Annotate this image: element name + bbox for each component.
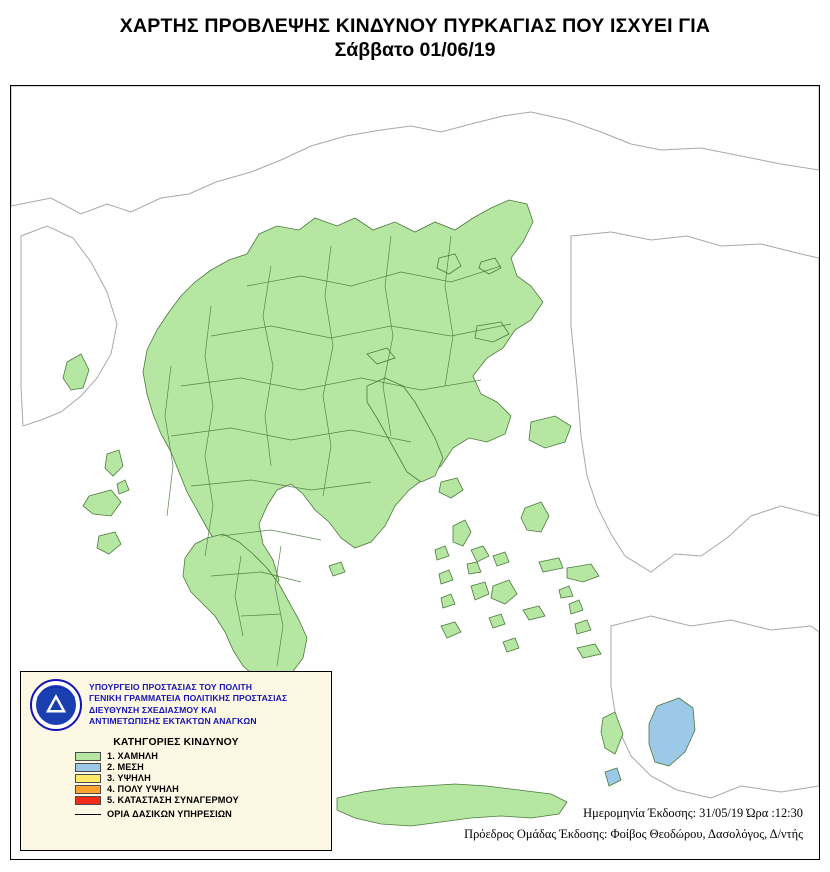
page-title-line2: Σάββατο 01/06/19 xyxy=(334,39,496,62)
legend-label-2: 2. ΜΕΣΗ xyxy=(107,762,144,772)
island-paros xyxy=(471,582,489,600)
map-legend xyxy=(20,671,332,851)
neighbour-albania xyxy=(21,226,117,426)
legend-items xyxy=(29,751,323,819)
agency-line-2: ΓΕΝΙΚΗ ΓΡΑΜΜΑΤΕΙΑ ΠΟΛΙΤΙΚΗΣ ΠΡΟΣΤΑΣΙΑΣ xyxy=(89,693,288,704)
island-andros xyxy=(453,520,471,546)
legend-swatch-medium-icon xyxy=(75,763,101,772)
island-santorini xyxy=(503,638,519,652)
legend-item-boundary xyxy=(75,809,323,819)
neighbour-north xyxy=(11,86,819,214)
island-zakynthos xyxy=(97,532,121,554)
neighbour-turkey-west xyxy=(571,232,819,572)
island-naxos xyxy=(491,580,517,604)
island-patmos xyxy=(559,586,573,598)
legend-item-1 xyxy=(75,751,323,761)
island-mykonos xyxy=(493,552,509,566)
island-tinos xyxy=(471,546,489,562)
legend-item-5 xyxy=(75,795,323,805)
island-amorgos xyxy=(523,606,545,620)
legend-swatch-high-icon xyxy=(75,774,101,783)
agency-line-1: ΥΠΟΥΡΓΕΙΟ ΠΡΟΣΤΑΣΙΑΣ ΤΟΥ ΠΟΛΙΤΗ xyxy=(89,682,253,692)
agency-line-3: ΔΙΕΥΘΥΝΣΗ ΣΧΕΔΙΑΣΜΟΥ ΚΑΙ xyxy=(89,704,217,715)
island-lefkada xyxy=(105,450,123,476)
legend-swatch-alert-icon xyxy=(75,796,101,805)
legend-swatch-low-icon xyxy=(75,752,101,761)
boundary-line-icon xyxy=(75,810,101,819)
legend-item-4 xyxy=(75,784,323,794)
civil-protection-emblem-icon xyxy=(29,678,83,732)
legend-title: ΚΑΤΗΓΟΡΙΕΣ ΚΙΝΔΥΝΟΥ xyxy=(113,737,239,748)
page-title xyxy=(0,0,830,70)
island-milos xyxy=(441,622,461,638)
legend-label-boundary: ΟΡΙΑ ΔΑΣΙΚΩΝ ΥΠΗΡΕΣΙΩΝ xyxy=(107,809,232,819)
agency-names xyxy=(89,678,287,727)
legend-label-4: 4. ΠΟΛΥ ΥΨΗΛΗ xyxy=(107,784,179,794)
legend-item-3 xyxy=(75,773,323,783)
legend-item-2 xyxy=(75,762,323,772)
island-syros xyxy=(467,562,481,574)
map-credits xyxy=(464,803,803,845)
island-kea xyxy=(435,546,449,560)
page-title-line1: ΧΑΡΤΗΣ ΠΡΟΒΛΕΨΗΣ ΚΙΝΔΥΝΟΥ ΠΥΡΚΑΓΙΑΣ ΠΟΥ ΙΣΧΥΕΙ ΓΙΑ xyxy=(119,15,711,37)
island-lesvos xyxy=(529,416,571,448)
island-leros xyxy=(569,600,583,614)
legend-header xyxy=(29,678,323,732)
island-samos xyxy=(567,564,599,582)
island-skyros xyxy=(439,478,463,498)
legend-label-3: 3. ΥΨΗΛΗ xyxy=(107,773,151,783)
agency-line-4: ΑΝΤΙΜΕΤΩΠΙΣΗΣ ΕΚΤΑΚΤΩΝ ΑΝΑΓΚΩΝ xyxy=(89,716,257,727)
map-frame xyxy=(10,85,820,860)
island-kefalonia xyxy=(83,490,121,516)
island-ikaria xyxy=(539,558,563,572)
island-kastellorizo-medium xyxy=(605,768,621,786)
island-ithaki xyxy=(117,480,129,494)
region-peloponnese xyxy=(183,534,307,682)
island-kalymnos xyxy=(575,620,591,634)
island-chios xyxy=(521,502,549,532)
author-line: Πρόεδρος Ομάδας Έκδοσης: Φοίβος Θεοδώρου, Δασολόγος, Δ/ντής xyxy=(464,826,803,841)
island-kythnos xyxy=(439,570,453,584)
island-kos xyxy=(577,644,601,658)
neighbour-turkey-south xyxy=(611,616,819,798)
legend-swatch-very-high-icon xyxy=(75,785,101,794)
island-serifos xyxy=(441,594,455,608)
island-ios xyxy=(489,614,505,628)
legend-label-1: 1. ΧΑΜΗΛΗ xyxy=(107,751,158,761)
issue-date-line: Ημερομηνία Έκδοσης: 31/05/19 Ώρα :12:30 xyxy=(583,805,803,820)
island-aegina-salamina xyxy=(329,562,345,576)
legend-label-5: 5. ΚΑΤΑΣΤΑΣΗ ΣΥΝΑΓΕΡΜΟΥ xyxy=(107,795,239,805)
